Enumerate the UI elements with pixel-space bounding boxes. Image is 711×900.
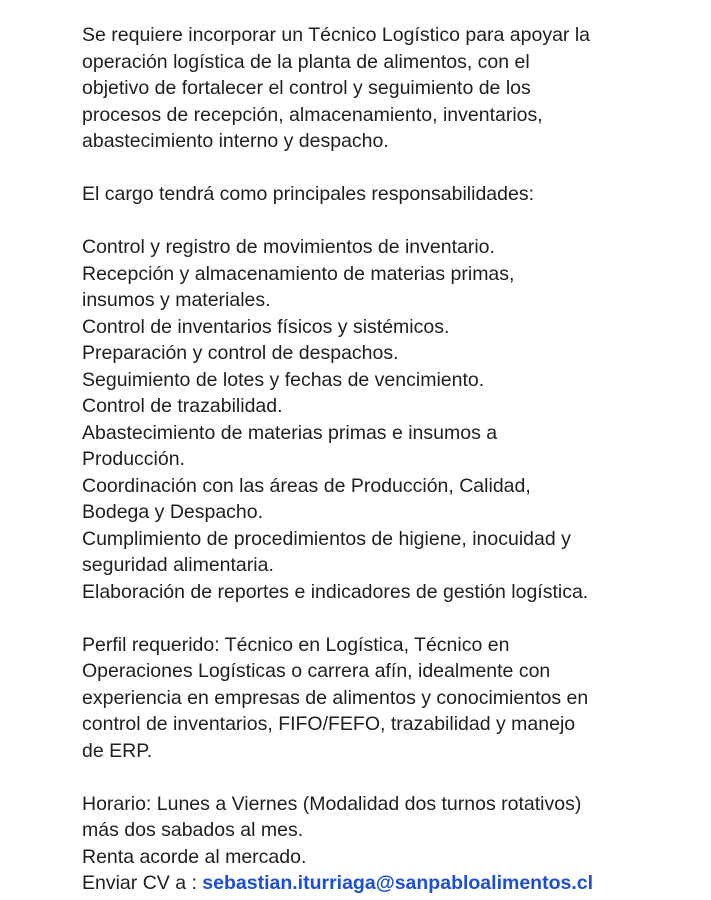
responsibilities-heading-text: El cargo tendrá como principales responsabilidades: (82, 183, 535, 205)
schedule-line: Renta acorde al mercado. (82, 845, 307, 868)
contact-prefix: Enviar CV a : (82, 872, 203, 894)
schedule-line: Horario: Lunes a Viernes (Modalidad dos turnos rotativos) (82, 792, 582, 815)
responsibilities-list (82, 234, 692, 605)
responsibility-line: Preparación y control de despachos. (82, 342, 399, 364)
profile-line: experiencia en empresas de alimentos y conocimientos en (82, 686, 589, 709)
responsibility-line: Coordinación con las áreas de Producción, Calidad, (82, 474, 531, 497)
profile-line: control de inventarios, FIFO/FEFO, trazabilidad y manejo (82, 713, 576, 735)
paragraph-spacer (82, 208, 692, 235)
profile-line: Perfil requerido: Técnico en Logística, Técnico en (82, 633, 510, 656)
job-posting-document (82, 22, 692, 897)
responsibility-line: Control y registro de movimientos de inventario. (82, 236, 495, 258)
contact-line (82, 870, 692, 897)
intro-paragraph (82, 22, 692, 155)
paragraph-spacer (82, 605, 692, 632)
responsibilities-heading (82, 181, 692, 208)
paragraph-spacer (82, 764, 692, 791)
profile-paragraph (82, 632, 692, 765)
intro-line: operación logística de la planta de alimentos, con el (82, 50, 530, 73)
responsibility-line: Producción. (82, 448, 185, 470)
responsibility-line: seguridad alimentaria. (82, 554, 274, 576)
paragraph-spacer (82, 155, 692, 182)
responsibility-line: Abastecimiento de materias primas e insumos a (82, 421, 498, 444)
intro-line: procesos de recepción, almacenamiento, inventarios, (82, 103, 543, 126)
intro-line: Se requiere incorporar un Técnico Logístico para apoyar la (82, 24, 591, 46)
schedule-paragraph (82, 791, 692, 897)
schedule-line: más dos sabados al mes. (82, 819, 304, 841)
responsibility-line: Cumplimiento de procedimientos de higiene, inocuidad y (82, 527, 571, 550)
intro-line: objetivo de fortalecer el control y seguimiento de los (82, 77, 531, 99)
responsibility-line: Elaboración de reportes e indicadores de gestión logística. (82, 580, 589, 603)
intro-line: abastecimiento interno y despacho. (82, 130, 389, 152)
profile-line: de ERP. (82, 739, 153, 762)
contact-email-link[interactable]: sebastian.iturriaga@sanpabloalimentos.cl (202, 872, 594, 894)
responsibility-line: insumos y materiales. (82, 289, 271, 311)
profile-line: Operaciones Logísticas o carrera afín, idealmente con (82, 660, 551, 682)
responsibility-line: Control de inventarios físicos y sistémicos. (82, 315, 450, 338)
responsibility-line: Seguimiento de lotes y fechas de vencimiento. (82, 368, 485, 391)
responsibility-line: Recepción y almacenamiento de materias primas, (82, 262, 515, 285)
responsibility-line: Control de trazabilidad. (82, 395, 283, 417)
responsibility-line: Bodega y Despacho. (82, 501, 264, 523)
